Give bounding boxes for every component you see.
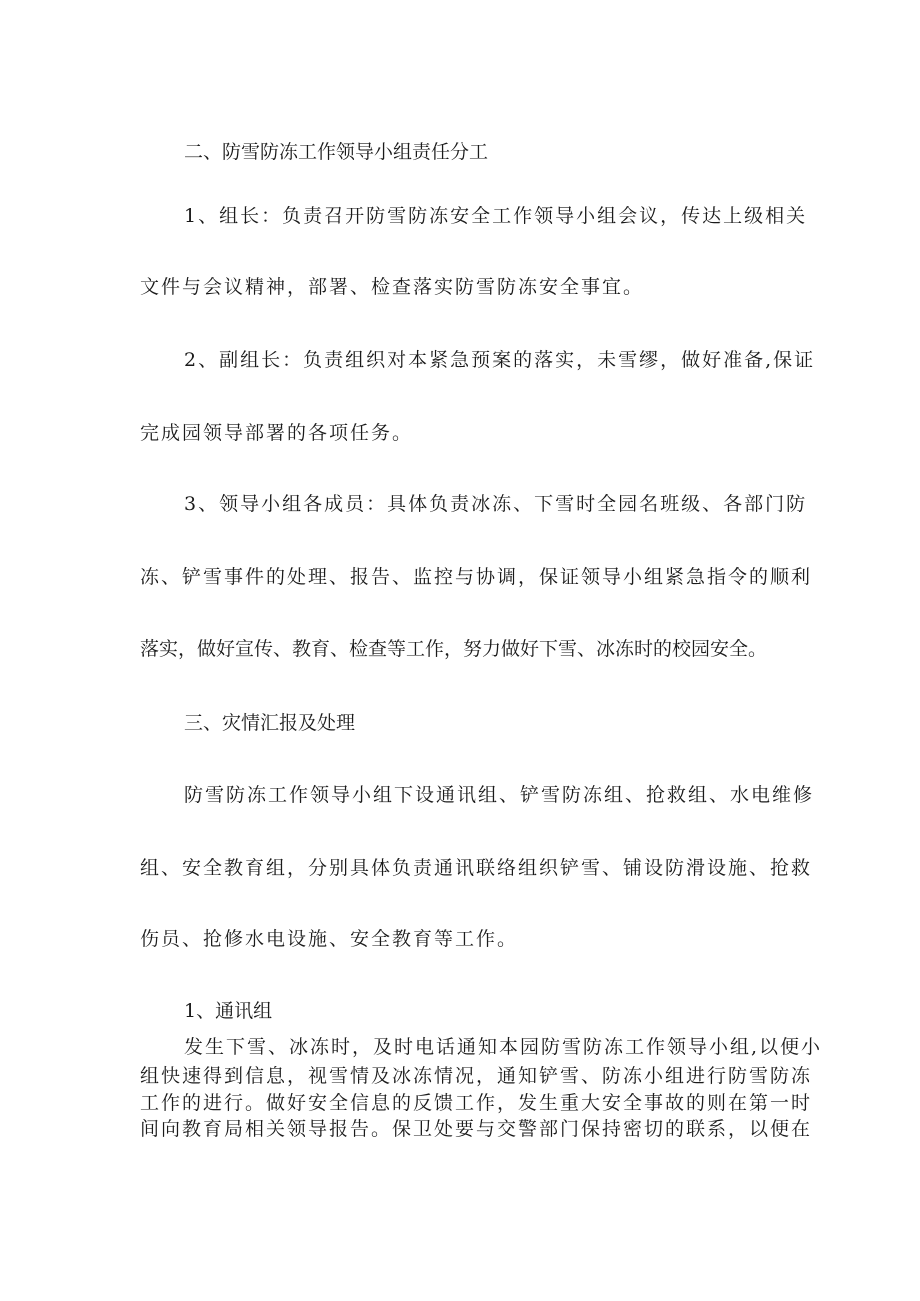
paragraph-line: 工作的进行。做好安全信息的反馈工作，发生重大安全事故的则在第一时 xyxy=(140,1092,813,1114)
paragraph-line: 2、副组长：负责组织对本紧急预案的落实，未雪缪，做好准备,保证 xyxy=(184,349,816,371)
paragraph-line: 1、组长：负责召开防雪防冻安全工作领导小组会议，传达上级相关 xyxy=(184,205,808,227)
paragraph-line: 完成园领导部署的各项任务。 xyxy=(140,422,414,444)
paragraph-line: 伤员、抢修水电设施、安全教育等工作。 xyxy=(140,928,519,950)
paragraph-line: 间向教育局相关领导报告。保卫处要与交警部门保持密切的联系，以便在 xyxy=(140,1118,813,1140)
paragraph-line: 防雪防冻工作领导小组下设通讯组、铲雪防冻组、抢救组、水电维修 xyxy=(184,784,815,806)
paragraph-line: 组、安全教育组，分别具体负责通讯联络组织铲雪、铺设防滑设施、抢救 xyxy=(140,857,813,879)
paragraph-line: 3、领导小组各成员：具体负责冰冻、下雪时全园名班级、各部门防 xyxy=(184,493,808,515)
paragraph-line: 冻、铲雪事件的处理、报告、监控与协调，保证领导小组紧急指令的顺利 xyxy=(140,566,813,588)
paragraph-line: 发生下雪、冰冻时，及时电话通知本园防雪防冻工作领导小组,以便小 xyxy=(184,1036,823,1058)
subsection-heading: 1、通讯组 xyxy=(184,1000,273,1022)
paragraph-line: 组快速得到信息，视雪情及冰冻情况，通知铲雪、防冻小组进行防雪防冻 xyxy=(140,1065,813,1087)
paragraph-line: 落实，做好宣传、教育、检查等工作，努力做好下雪、冰冻时的校园安全。 xyxy=(140,638,768,660)
section-heading-2: 二、防雪防冻工作领导小组责任分工 xyxy=(184,141,489,163)
section-heading-3: 三、灾情汇报及处理 xyxy=(184,712,356,734)
paragraph-line: 文件与会议精神，部署、检查落实防雪防冻安全事宜。 xyxy=(140,276,645,298)
